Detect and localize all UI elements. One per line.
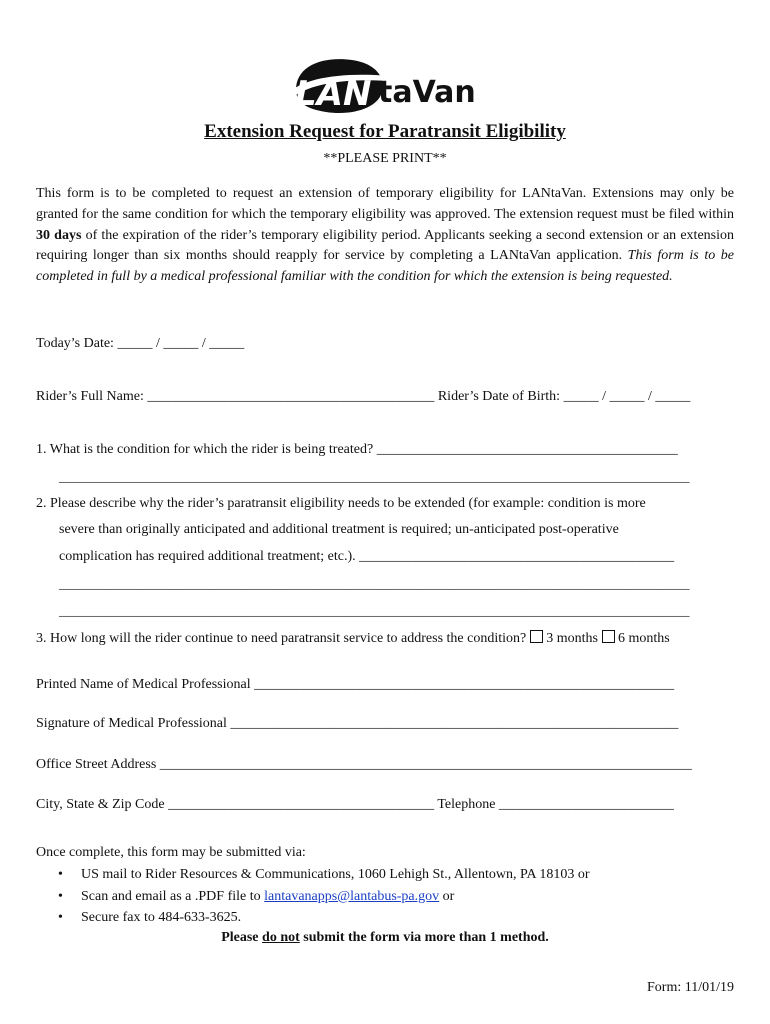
intro-paragraph: This form is to be completed to request an extension of temporary eligibility for LANtaVan. Extensions may only be granted for the same condition for which the temporary eligibility was approved. The extension request must be filed within 30 days of the expiration of the rider’s temporary eligibility period. Applicants seeking a second extension or an extension requiring longer than six months should reapply for service by completing a LANtaVan application. This form is to be completed in full by a medical professional familiar with the condition for which the extension is being requested. (36, 186, 734, 285)
submission-methods (36, 864, 736, 929)
checkbox-6-months[interactable] (602, 630, 615, 643)
rider-name-dob-field[interactable]: Rider’s Full Name: _________________________________________ Rider’s Date of Birth: _____ / _____ / _____ (36, 389, 691, 404)
list-item: • Scan and email as a .PDF file to lantavanapps@lantabus-pa.gov or (36, 886, 736, 908)
submission-intro: Once complete, this form may be submitted via: (36, 845, 306, 860)
list-item: • Secure fax to 484-633-3625. (36, 907, 736, 929)
logo-tavan: taVan (378, 75, 476, 110)
option-3-months: 3 months (546, 631, 598, 646)
option-6-months: 6 months (617, 631, 670, 646)
list-item: • US mail to Rider Resources & Communications, 1060 Lehigh St., Allentown, PA 18103 or (36, 864, 736, 886)
page-title: Extension Request for Paratransit Eligibility (204, 121, 566, 142)
email-link[interactable]: lantavanapps@lantabus-pa.gov (264, 888, 440, 904)
question-3: 3. How long will the rider continue to need paratransit service to address the condition? 3 months 6 months (36, 631, 670, 646)
question-1[interactable]: 1. What is the condition for which the rider is being treated? ___________________________________________ (36, 442, 678, 457)
question-2-field[interactable]: complication has required additional treatment; etc.). _____________________________________________ (59, 549, 675, 564)
logo-lan: LAN (295, 74, 372, 114)
lantavan-logo (282, 50, 492, 122)
intro-italic: This form is to be completed in full by a medical professional familiar with the condition for which the extension is being requested. (36, 248, 734, 285)
form-version: Form: 11/01/19 (647, 980, 734, 995)
checkbox-3-months[interactable] (530, 630, 543, 643)
deadline-bold: 30 days (36, 227, 82, 243)
q2-answer-line[interactable]: _________________________________________________________________________________________________ (59, 603, 690, 618)
q2-answer-line[interactable]: _________________________________________________________________________________________________ (59, 576, 690, 591)
city-phone-field[interactable]: City, State & Zip Code ______________________________________ Telephone _________________________ (36, 797, 674, 812)
todays-date-field[interactable]: Today’s Date: _____ / _____ / _____ (36, 336, 245, 351)
q1-answer-line[interactable]: _________________________________________________________________________________________________ (59, 469, 690, 484)
signature-field[interactable]: Signature of Medical Professional ________________________________________________________________ (36, 716, 679, 731)
question-2-cont: severe than originally anticipated and additional treatment is required; un-anticipated post-operative (59, 522, 619, 537)
print-note: **PLEASE PRINT** (323, 151, 447, 166)
office-address-field[interactable]: Office Street Address ____________________________________________________________________________ (36, 757, 692, 772)
submission-warning: Please do not submit the form via more than 1 method. (221, 930, 549, 945)
printed-name-field[interactable]: Printed Name of Medical Professional ____________________________________________________________ (36, 677, 675, 692)
question-2: 2. Please describe why the rider’s paratransit eligibility needs to be extended (for example: condition is more (36, 496, 646, 511)
